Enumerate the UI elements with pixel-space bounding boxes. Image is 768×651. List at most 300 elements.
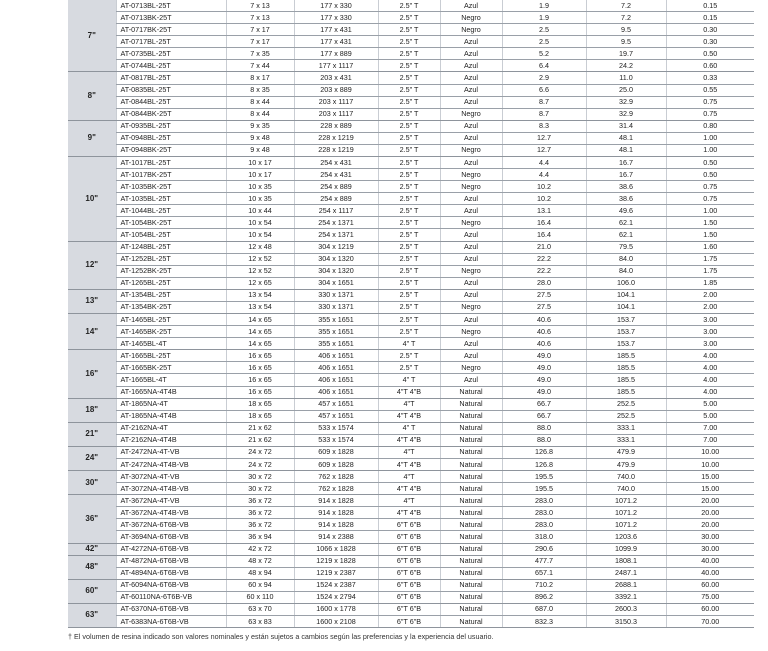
resin-ft3-cell: 2.5 — [502, 24, 586, 36]
model-cell: AT-1465BL-25T — [116, 314, 226, 326]
size-inches-cell: 30 x 72 — [226, 471, 294, 483]
opening-cell: 2.5" T — [378, 120, 440, 132]
color-cell: Negro — [440, 326, 502, 338]
size-inches-cell: 7 x 44 — [226, 60, 294, 72]
table-row — [68, 253, 754, 265]
resin-liters-cell: 38.6 — [586, 193, 666, 205]
model-cell: AT-2162NA-4T — [116, 422, 226, 434]
opening-cell: 2.5" T — [378, 96, 440, 108]
model-cell: AT-0935BL-25T — [116, 120, 226, 132]
color-cell: Azul — [440, 96, 502, 108]
resin-liters-cell: 1071.2 — [586, 495, 666, 507]
opening-cell: 2.5" T — [378, 84, 440, 96]
size-inches-cell: 63 x 83 — [226, 615, 294, 627]
opening-cell: 4"T 4"B — [378, 434, 440, 446]
table-row — [68, 591, 754, 603]
resin-ft3-cell: 687.0 — [502, 603, 586, 615]
color-cell: Natural — [440, 555, 502, 567]
size-inches-cell: 10 x 54 — [226, 217, 294, 229]
size-inches-cell: 60 x 94 — [226, 579, 294, 591]
resin-liters-cell: 1808.1 — [586, 555, 666, 567]
table-row — [68, 422, 754, 434]
model-cell: AT-6370NA-6T6B-VB — [116, 603, 226, 615]
gravel-cell: 4.00 — [666, 362, 754, 374]
table-row — [68, 169, 754, 181]
resin-ft3-cell: 4.4 — [502, 169, 586, 181]
size-inches-cell: 8 x 44 — [226, 96, 294, 108]
color-cell: Natural — [440, 483, 502, 495]
size-inches-cell: 9 x 35 — [226, 120, 294, 132]
table-row — [68, 229, 754, 241]
resin-ft3-cell: 12.7 — [502, 144, 586, 156]
resin-liters-cell: 62.1 — [586, 229, 666, 241]
color-cell: Negro — [440, 362, 502, 374]
gravel-cell: 0.50 — [666, 169, 754, 181]
diameter-group-cell: 36" — [68, 495, 116, 543]
table-row — [68, 458, 754, 470]
table-row — [68, 301, 754, 313]
resin-liters-cell: 48.1 — [586, 144, 666, 156]
opening-cell: 2.5" T — [378, 181, 440, 193]
resin-liters-cell: 479.9 — [586, 458, 666, 470]
color-cell: Azul — [440, 193, 502, 205]
table-row — [68, 48, 754, 60]
opening-cell: 4"T — [378, 471, 440, 483]
table-row — [68, 72, 754, 84]
resin-ft3-cell: 126.8 — [502, 446, 586, 458]
size-mm-cell: 177 x 889 — [294, 48, 378, 60]
model-cell: AT-3672NA-4T4B-VB — [116, 507, 226, 519]
size-inches-cell: 24 x 72 — [226, 458, 294, 470]
model-cell: AT-3694NA-6T6B-VB — [116, 531, 226, 543]
spec-table-wrapper — [68, 0, 754, 628]
table-row — [68, 265, 754, 277]
resin-ft3-cell: 12.7 — [502, 132, 586, 144]
opening-cell: 4"T 4"B — [378, 410, 440, 422]
table-row — [68, 120, 754, 132]
resin-ft3-cell: 10.2 — [502, 181, 586, 193]
size-mm-cell: 228 x 889 — [294, 120, 378, 132]
size-inches-cell: 10 x 17 — [226, 157, 294, 169]
gravel-cell: 0.15 — [666, 0, 754, 12]
size-mm-cell: 254 x 889 — [294, 193, 378, 205]
table-row — [68, 398, 754, 410]
color-cell: Natural — [440, 603, 502, 615]
size-mm-cell: 457 x 1651 — [294, 398, 378, 410]
gravel-cell: 1.00 — [666, 205, 754, 217]
diameter-group-cell: 18" — [68, 398, 116, 422]
diameter-group-cell: 16" — [68, 350, 116, 398]
size-mm-cell: 254 x 431 — [294, 157, 378, 169]
gravel-cell: 1.50 — [666, 217, 754, 229]
color-cell: Azul — [440, 120, 502, 132]
model-cell: AT-6383NA-6T6B-VB — [116, 615, 226, 627]
resin-ft3-cell: 8.3 — [502, 120, 586, 132]
gravel-cell: 30.00 — [666, 531, 754, 543]
model-cell: AT-0844BL-25T — [116, 96, 226, 108]
size-inches-cell: 36 x 72 — [226, 495, 294, 507]
size-mm-cell: 914 x 1828 — [294, 495, 378, 507]
gravel-cell: 1.60 — [666, 241, 754, 253]
size-mm-cell: 304 x 1651 — [294, 277, 378, 289]
resin-ft3-cell: 16.4 — [502, 217, 586, 229]
resin-ft3-cell: 88.0 — [502, 422, 586, 434]
model-cell: AT-1354BK-25T — [116, 301, 226, 313]
opening-cell: 2.5" T — [378, 169, 440, 181]
resin-liters-cell: 7.2 — [586, 12, 666, 24]
model-cell: AT-1865NA-4T — [116, 398, 226, 410]
resin-liters-cell: 1203.6 — [586, 531, 666, 543]
color-cell: Natural — [440, 458, 502, 470]
gravel-cell: 10.00 — [666, 458, 754, 470]
color-cell: Azul — [440, 277, 502, 289]
opening-cell: 4"T — [378, 446, 440, 458]
resin-ft3-cell: 195.5 — [502, 471, 586, 483]
model-cell: AT-3072NA-4T-VB — [116, 471, 226, 483]
color-cell: Negro — [440, 217, 502, 229]
model-cell: AT-1665BK-25T — [116, 362, 226, 374]
size-inches-cell: 21 x 62 — [226, 434, 294, 446]
color-cell: Azul — [440, 338, 502, 350]
table-row — [68, 217, 754, 229]
gravel-cell: 2.00 — [666, 289, 754, 301]
model-cell: AT-4872NA-6T6B-VB — [116, 555, 226, 567]
resin-liters-cell: 153.7 — [586, 326, 666, 338]
resin-liters-cell: 2487.1 — [586, 567, 666, 579]
size-mm-cell: 762 x 1828 — [294, 483, 378, 495]
size-mm-cell: 355 x 1651 — [294, 326, 378, 338]
size-mm-cell: 203 x 1117 — [294, 96, 378, 108]
color-cell: Natural — [440, 519, 502, 531]
resin-liters-cell: 185.5 — [586, 386, 666, 398]
resin-liters-cell: 9.5 — [586, 36, 666, 48]
model-cell: AT-0948BL-25T — [116, 132, 226, 144]
model-cell: AT-0717BK-25T — [116, 24, 226, 36]
resin-ft3-cell: 2.5 — [502, 36, 586, 48]
table-row — [68, 555, 754, 567]
opening-cell: 6"T 6"B — [378, 567, 440, 579]
resin-liters-cell: 49.6 — [586, 205, 666, 217]
color-cell: Natural — [440, 579, 502, 591]
model-cell: AT-3072NA-4T4B-VB — [116, 483, 226, 495]
resin-ft3-cell: 1.9 — [502, 12, 586, 24]
model-cell: AT-1665NA-4T4B — [116, 386, 226, 398]
color-cell: Natural — [440, 507, 502, 519]
size-inches-cell: 18 x 65 — [226, 398, 294, 410]
size-inches-cell: 14 x 65 — [226, 314, 294, 326]
opening-cell: 2.5" T — [378, 289, 440, 301]
size-inches-cell: 8 x 44 — [226, 108, 294, 120]
resin-liters-cell: 185.5 — [586, 374, 666, 386]
size-mm-cell: 254 x 1371 — [294, 217, 378, 229]
size-mm-cell: 304 x 1320 — [294, 265, 378, 277]
gravel-cell: 30.00 — [666, 543, 754, 555]
size-inches-cell: 12 x 48 — [226, 241, 294, 253]
resin-liters-cell: 84.0 — [586, 253, 666, 265]
resin-ft3-cell: 8.7 — [502, 96, 586, 108]
table-row — [68, 60, 754, 72]
spec-table-body — [68, 0, 754, 628]
table-row — [68, 326, 754, 338]
resin-liters-cell: 153.7 — [586, 314, 666, 326]
gravel-cell: 0.33 — [666, 72, 754, 84]
table-row — [68, 205, 754, 217]
size-inches-cell: 10 x 35 — [226, 193, 294, 205]
size-mm-cell: 203 x 1117 — [294, 108, 378, 120]
resin-liters-cell: 104.1 — [586, 289, 666, 301]
table-row — [68, 434, 754, 446]
resin-ft3-cell: 88.0 — [502, 434, 586, 446]
opening-cell: 2.5" T — [378, 193, 440, 205]
gravel-cell: 0.75 — [666, 193, 754, 205]
color-cell: Negro — [440, 301, 502, 313]
opening-cell: 2.5" T — [378, 12, 440, 24]
model-cell: AT-1044BL-25T — [116, 205, 226, 217]
gravel-cell: 1.50 — [666, 229, 754, 241]
gravel-cell: 4.00 — [666, 374, 754, 386]
opening-cell: 4" T — [378, 422, 440, 434]
gravel-cell: 1.00 — [666, 132, 754, 144]
color-cell: Azul — [440, 253, 502, 265]
table-row — [68, 36, 754, 48]
model-cell: AT-1465BL-4T — [116, 338, 226, 350]
diameter-group-cell: 30" — [68, 471, 116, 495]
resin-liters-cell: 740.0 — [586, 483, 666, 495]
diameter-group-cell: 63" — [68, 603, 116, 627]
resin-ft3-cell: 6.4 — [502, 60, 586, 72]
gravel-cell: 1.75 — [666, 265, 754, 277]
resin-ft3-cell: 40.6 — [502, 338, 586, 350]
gravel-cell: 0.75 — [666, 181, 754, 193]
model-cell: AT-3672NA-4T-VB — [116, 495, 226, 507]
model-cell: AT-1035BK-25T — [116, 181, 226, 193]
size-mm-cell: 914 x 2388 — [294, 531, 378, 543]
opening-cell: 2.5" T — [378, 60, 440, 72]
model-cell: AT-4894NA-6T6B-VB — [116, 567, 226, 579]
table-row — [68, 108, 754, 120]
resin-ft3-cell: 290.6 — [502, 543, 586, 555]
gravel-cell: 1.00 — [666, 144, 754, 156]
size-mm-cell: 304 x 1320 — [294, 253, 378, 265]
table-row — [68, 193, 754, 205]
table-row — [68, 362, 754, 374]
color-cell: Negro — [440, 24, 502, 36]
model-cell: AT-0717BL-25T — [116, 36, 226, 48]
table-row — [68, 543, 754, 555]
size-inches-cell: 18 x 65 — [226, 410, 294, 422]
footnote: † El volumen de resina indicado son valores nominales y están sujetos a cambios según las preferencias y la experiencia del usuario. — [68, 632, 494, 641]
resin-ft3-cell: 126.8 — [502, 458, 586, 470]
size-mm-cell: 406 x 1651 — [294, 350, 378, 362]
resin-ft3-cell: 49.0 — [502, 362, 586, 374]
table-row — [68, 446, 754, 458]
table-row — [68, 495, 754, 507]
size-mm-cell: 254 x 1117 — [294, 205, 378, 217]
size-mm-cell: 762 x 1828 — [294, 471, 378, 483]
size-inches-cell: 7 x 35 — [226, 48, 294, 60]
resin-ft3-cell: 283.0 — [502, 495, 586, 507]
size-mm-cell: 330 x 1371 — [294, 301, 378, 313]
resin-ft3-cell: 283.0 — [502, 519, 586, 531]
opening-cell: 6"T 6"B — [378, 591, 440, 603]
table-row — [68, 132, 754, 144]
opening-cell: 4"T 4"B — [378, 483, 440, 495]
resin-liters-cell: 1071.2 — [586, 507, 666, 519]
diameter-group-cell: 48" — [68, 555, 116, 579]
diameter-group-cell: 8" — [68, 72, 116, 120]
table-row — [68, 567, 754, 579]
size-inches-cell: 14 x 65 — [226, 338, 294, 350]
color-cell: Azul — [440, 374, 502, 386]
gravel-cell: 3.00 — [666, 326, 754, 338]
size-mm-cell: 1524 x 2794 — [294, 591, 378, 603]
size-mm-cell: 177 x 1117 — [294, 60, 378, 72]
table-row — [68, 350, 754, 362]
gravel-cell: 0.75 — [666, 96, 754, 108]
opening-cell: 4"T 4"B — [378, 386, 440, 398]
color-cell: Azul — [440, 229, 502, 241]
gravel-cell: 4.00 — [666, 386, 754, 398]
size-mm-cell: 406 x 1651 — [294, 374, 378, 386]
opening-cell: 2.5" T — [378, 362, 440, 374]
opening-cell: 2.5" T — [378, 241, 440, 253]
color-cell: Azul — [440, 36, 502, 48]
color-cell: Natural — [440, 386, 502, 398]
resin-liters-cell: 84.0 — [586, 265, 666, 277]
table-row — [68, 96, 754, 108]
size-mm-cell: 1600 x 1778 — [294, 603, 378, 615]
gravel-cell: 20.00 — [666, 507, 754, 519]
table-row — [68, 374, 754, 386]
resin-ft3-cell: 22.2 — [502, 253, 586, 265]
opening-cell: 2.5" T — [378, 301, 440, 313]
table-row — [68, 519, 754, 531]
resin-liters-cell: 25.0 — [586, 84, 666, 96]
size-inches-cell: 7 x 13 — [226, 12, 294, 24]
resin-liters-cell: 11.0 — [586, 72, 666, 84]
gravel-cell: 7.00 — [666, 422, 754, 434]
resin-ft3-cell: 21.0 — [502, 241, 586, 253]
table-row — [68, 289, 754, 301]
color-cell: Azul — [440, 157, 502, 169]
resin-liters-cell: 31.4 — [586, 120, 666, 132]
opening-cell: 6"T 6"B — [378, 555, 440, 567]
gravel-cell: 10.00 — [666, 446, 754, 458]
table-row — [68, 24, 754, 36]
resin-liters-cell: 252.5 — [586, 398, 666, 410]
resin-liters-cell: 7.2 — [586, 0, 666, 12]
opening-cell: 2.5" T — [378, 132, 440, 144]
size-mm-cell: 355 x 1651 — [294, 314, 378, 326]
color-cell: Natural — [440, 398, 502, 410]
resin-ft3-cell: 195.5 — [502, 483, 586, 495]
opening-cell: 2.5" T — [378, 265, 440, 277]
size-mm-cell: 406 x 1651 — [294, 386, 378, 398]
resin-ft3-cell: 832.3 — [502, 615, 586, 627]
opening-cell: 6"T 6"B — [378, 603, 440, 615]
model-cell: AT-0835BL-25T — [116, 84, 226, 96]
opening-cell: 2.5" T — [378, 24, 440, 36]
table-row — [68, 338, 754, 350]
gravel-cell: 60.00 — [666, 579, 754, 591]
size-inches-cell: 10 x 17 — [226, 169, 294, 181]
model-cell: AT-1054BL-25T — [116, 229, 226, 241]
resin-ft3-cell: 8.7 — [502, 108, 586, 120]
color-cell: Natural — [440, 495, 502, 507]
gravel-cell: 0.55 — [666, 84, 754, 96]
size-inches-cell: 12 x 52 — [226, 253, 294, 265]
size-inches-cell: 9 x 48 — [226, 132, 294, 144]
size-mm-cell: 177 x 330 — [294, 12, 378, 24]
gravel-cell: 0.75 — [666, 108, 754, 120]
gravel-cell: 0.30 — [666, 24, 754, 36]
opening-cell: 2.5" T — [378, 350, 440, 362]
gravel-cell: 40.00 — [666, 567, 754, 579]
opening-cell: 2.5" T — [378, 326, 440, 338]
resin-liters-cell: 19.7 — [586, 48, 666, 60]
color-cell: Azul — [440, 241, 502, 253]
size-inches-cell: 16 x 65 — [226, 362, 294, 374]
size-mm-cell: 177 x 431 — [294, 24, 378, 36]
resin-ft3-cell: 22.2 — [502, 265, 586, 277]
table-row — [68, 410, 754, 422]
resin-ft3-cell: 283.0 — [502, 507, 586, 519]
model-cell: AT-0744BL-25T — [116, 60, 226, 72]
table-row — [68, 483, 754, 495]
color-cell: Azul — [440, 350, 502, 362]
resin-liters-cell: 479.9 — [586, 446, 666, 458]
model-cell: AT-1017BK-25T — [116, 169, 226, 181]
color-cell: Natural — [440, 615, 502, 627]
opening-cell: 2.5" T — [378, 0, 440, 12]
resin-liters-cell: 16.7 — [586, 157, 666, 169]
table-row — [68, 181, 754, 193]
resin-ft3-cell: 27.5 — [502, 301, 586, 313]
model-cell: AT-1665BL-4T — [116, 374, 226, 386]
color-cell: Azul — [440, 48, 502, 60]
color-cell: Negro — [440, 265, 502, 277]
gravel-cell: 60.00 — [666, 603, 754, 615]
model-cell: AT-1252BK-25T — [116, 265, 226, 277]
color-cell: Azul — [440, 84, 502, 96]
size-mm-cell: 355 x 1651 — [294, 338, 378, 350]
size-mm-cell: 609 x 1828 — [294, 446, 378, 458]
color-cell: Azul — [440, 72, 502, 84]
resin-liters-cell: 333.1 — [586, 434, 666, 446]
model-cell: AT-1665BL-25T — [116, 350, 226, 362]
gravel-cell: 3.00 — [666, 314, 754, 326]
resin-liters-cell: 252.5 — [586, 410, 666, 422]
size-mm-cell: 1524 x 2387 — [294, 579, 378, 591]
model-cell: AT-6094NA-6T6B-VB — [116, 579, 226, 591]
table-row — [68, 507, 754, 519]
gravel-cell: 0.60 — [666, 60, 754, 72]
gravel-cell: 20.00 — [666, 495, 754, 507]
color-cell: Natural — [440, 446, 502, 458]
size-mm-cell: 228 x 1219 — [294, 144, 378, 156]
diameter-group-cell: 10" — [68, 157, 116, 242]
color-cell: Natural — [440, 471, 502, 483]
gravel-cell: 0.50 — [666, 48, 754, 60]
size-inches-cell: 8 x 35 — [226, 84, 294, 96]
gravel-cell: 15.00 — [666, 471, 754, 483]
size-inches-cell: 7 x 13 — [226, 0, 294, 12]
size-mm-cell: 406 x 1651 — [294, 362, 378, 374]
model-cell: AT-2472NA-4T-VB — [116, 446, 226, 458]
model-cell: AT-1865NA-4T4B — [116, 410, 226, 422]
opening-cell: 6"T 6"B — [378, 615, 440, 627]
model-cell: AT-0844BK-25T — [116, 108, 226, 120]
